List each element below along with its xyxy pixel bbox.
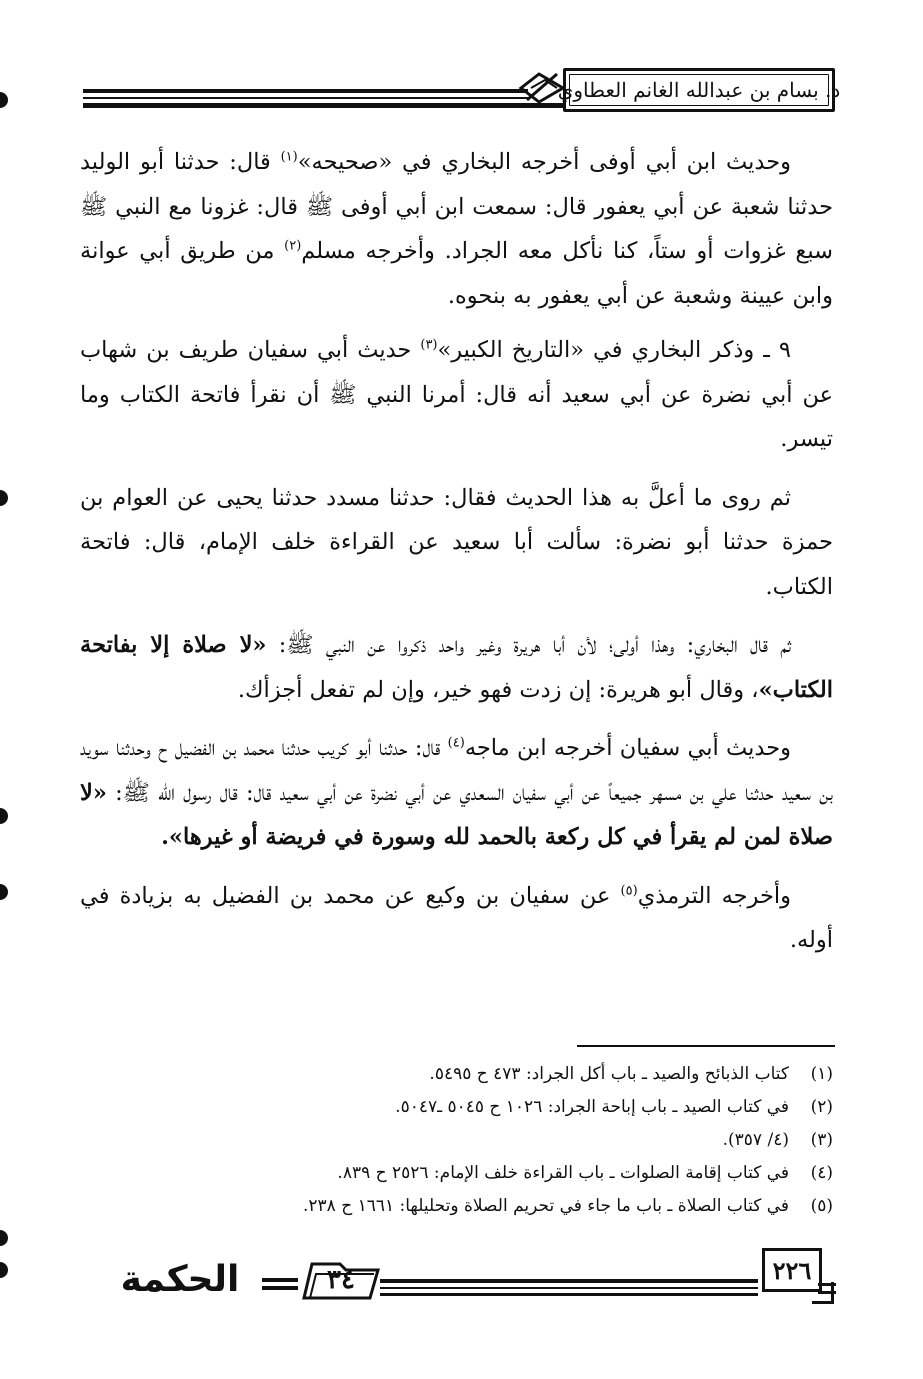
footnote-number: (٣) <box>810 1130 833 1150</box>
author-name: د. بسام بن عبدالله الغانم العطاوي <box>557 78 841 102</box>
issue-number: ٣٤ <box>327 1265 355 1295</box>
text-run: وحديث أبي سفيان أخرجه ابن ماجه <box>464 735 791 761</box>
footnote <box>150 1091 833 1124</box>
footer-rule <box>380 1293 758 1296</box>
footer-rule <box>380 1287 758 1289</box>
text-run: ٩ ـ وذكر البخاري في «التاريخ الكبير» <box>437 337 791 363</box>
footer-rule <box>262 1278 298 1282</box>
footnote-text: كتاب الذبائح والصيد ـ باب أكل الجراد: ٤٧٣ ح ٥٤٩٥. <box>429 1064 789 1084</box>
text-run: حديث أبي سفيان طريف بن شهاب عن أبي نضرة عن أبي سعيد أنه قال: أمرنا النبي ﷺ أن نقرأ فاتحة الكتاب وما تيسر. <box>80 337 833 452</box>
text-run: قال: حدثنا أبو الوليد حدثنا شعبة عن أبي يعفور قال: سمعت ابن أبي أوفى ﷺ قال: غزونا مع النبي ﷺ سبع غزوات أو ستاً، كنا نأكل معه الجراد. وأخرجه مسلم <box>80 149 833 264</box>
hadith-quote: «لا صلاة إلا بفاتحة الكتاب» <box>80 632 833 703</box>
footnote-ref: (٣) <box>420 337 438 353</box>
margin-mark <box>0 92 8 108</box>
header-rule <box>83 89 528 93</box>
header-rule <box>83 103 563 108</box>
margin-mark <box>0 884 8 900</box>
text-run: قال: حدثنا أبو كريب حدثنا محمد بن الفضيل ح وحدثنا سويد بن سعيد حدثنا علي بن مسهر جميعاً عن أبي سفيان السعدي عن أبي نضرة عن أبي سعيد قال: قال رسول الله ﷺ: <box>80 735 833 806</box>
footnote-number: (١) <box>810 1064 833 1084</box>
footnote-ref: (٢) <box>284 238 302 254</box>
footnote-text: في كتاب إقامة الصلوات ـ باب القراءة خلف الإمام: ٢٥٢٦ ح ٨٣٩. <box>337 1163 789 1183</box>
page-number: ٢٢٦ <box>762 1248 822 1292</box>
paragraph <box>80 140 833 318</box>
margin-mark <box>0 1262 8 1278</box>
footnote-text: في كتاب الصلاة ـ باب ما جاء في تحريم الصلاة وتحليلها: ١٦٦١ ح ٢٣٨. <box>303 1196 789 1216</box>
footer-rule <box>380 1279 758 1283</box>
margin-mark <box>0 490 8 506</box>
footnote <box>150 1124 833 1157</box>
journal-logo: الحكمة <box>120 1258 240 1300</box>
footnote <box>150 1190 833 1223</box>
footnote-number: (٢) <box>810 1097 833 1117</box>
footnote-ref: (١) <box>280 149 298 165</box>
footnote-ref: (٥) <box>620 883 638 898</box>
paragraph <box>80 726 833 860</box>
footnote <box>150 1058 833 1091</box>
footnote-ref: (٤) <box>447 735 465 751</box>
paragraph <box>80 328 833 462</box>
main-text <box>80 140 833 973</box>
footnote <box>150 1157 833 1190</box>
text-run: من طريق أبي عوانة وابن عيينة وشعبة عن أبي يعفور به بنحوه. <box>80 238 833 309</box>
paragraph: ثم روى ما أعلَّ به هذا الحديث فقال: حدثنا مسدد حدثنا يحيى عن العوام بن حمزة حدثنا أبو نضرة: سألت أبا سعيد عن القراءة خلف الإمام، قال: فاتحة الكتاب. <box>80 484 833 600</box>
footnote-number: (٤) <box>810 1163 833 1183</box>
footnote-number: (٥) <box>810 1196 833 1216</box>
margin-mark <box>0 808 8 824</box>
footer-rule <box>818 1283 836 1286</box>
text-run: وحديث ابن أبي أوفى أخرجه البخاري في «صحيحه» <box>297 149 791 175</box>
text-run: عن سفيان بن وكيع عن محمد بن الفضيل به بزيادة في أوله. <box>80 882 833 953</box>
footnote-separator <box>577 1045 835 1047</box>
footnotes <box>150 1058 833 1223</box>
hadith-quote: «لا صلاة لمن لم يقرأ في كل ركعة بالحمد لله وسورة في فريضة أو غيرها». <box>80 779 833 850</box>
text-run: وأخرجه الترمذي <box>637 882 791 909</box>
paragraph <box>80 874 833 963</box>
text-run: ، وقال أبو هريرة: إن زدت فهو خير، وإن لم تفعل أجزأك. <box>237 676 759 703</box>
footnote-text: في كتاب الصيد ـ باب إباحة الجراد: ١٠٢٦ ح ٥٠٤٥ ـ٥٠٤٧. <box>395 1097 789 1117</box>
text-run: ثم قال البخاري: وهذا أولى؛ لأن أبا هريرة وغير واحد ذكروا عن النبي ﷺ: <box>266 632 791 658</box>
margin-mark <box>0 1230 8 1246</box>
footer-rule <box>262 1286 298 1290</box>
footnote-text: (٤/ ٣٥٧). <box>722 1130 789 1150</box>
footer-rule <box>818 1291 836 1294</box>
running-header-author <box>557 68 841 112</box>
paragraph <box>80 623 833 712</box>
header-rule <box>83 97 528 99</box>
